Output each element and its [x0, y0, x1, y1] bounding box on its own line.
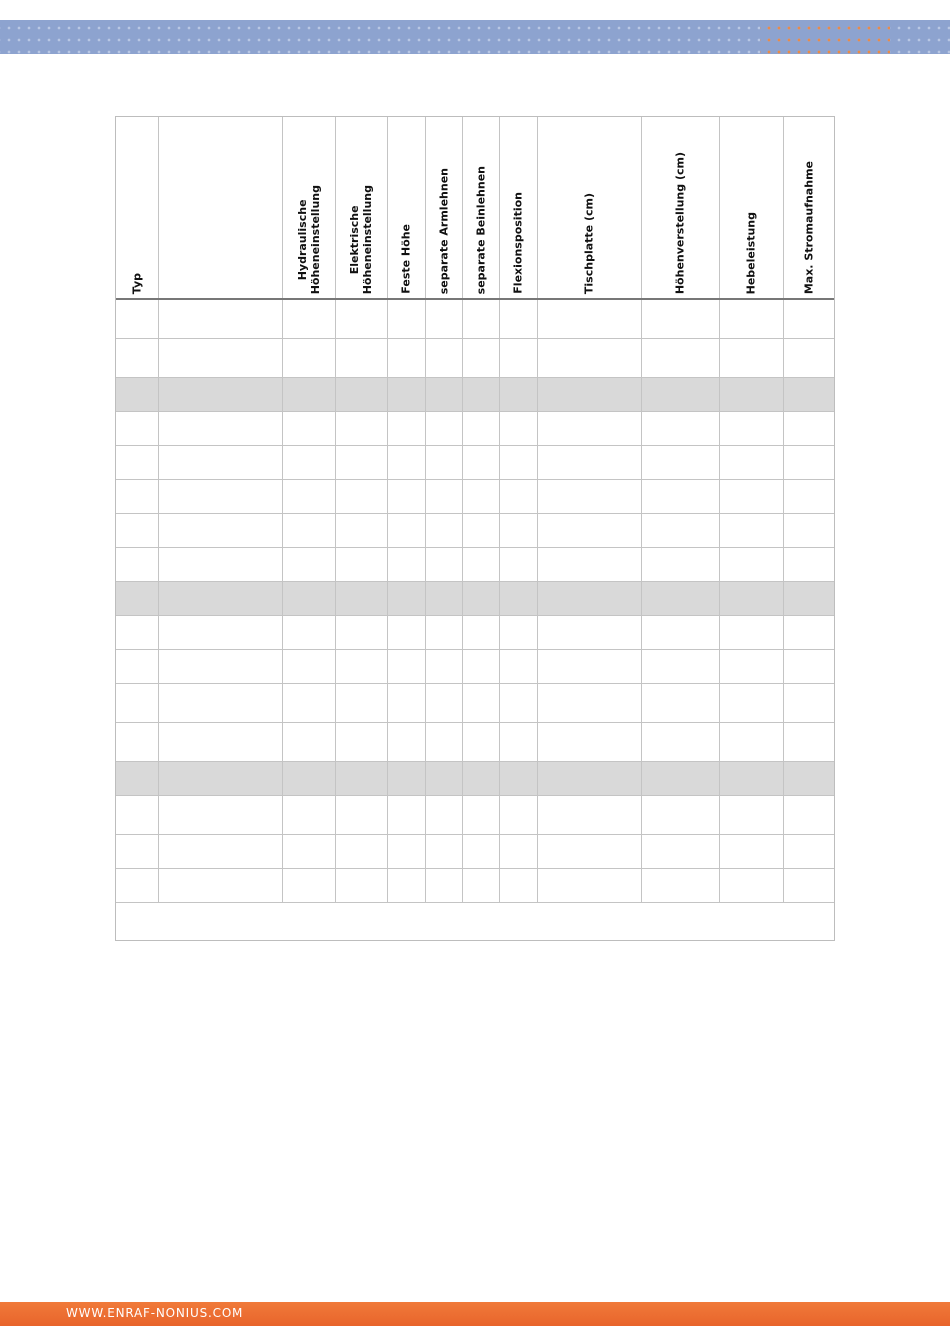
table-cell: [499, 650, 537, 684]
table-cell: [116, 796, 158, 835]
table-cell: [335, 548, 387, 582]
table-cell: [719, 514, 783, 548]
table-cell: [335, 299, 387, 339]
table-cell: [641, 378, 719, 412]
table-cell: [499, 762, 537, 796]
table-cell: [641, 869, 719, 903]
column-header-hydraulische-hoeheneinstellung: [282, 117, 335, 299]
table-cell: [387, 378, 425, 412]
table-cell: [282, 378, 335, 412]
table-cell: [158, 796, 282, 835]
table-cell: [783, 723, 834, 762]
table-cell: [719, 299, 783, 339]
table-cell: [537, 339, 641, 378]
table-cell: [641, 548, 719, 582]
column-label: Hebeleistung: [744, 211, 758, 294]
table-row: [116, 835, 834, 869]
table-cell: [335, 796, 387, 835]
table-cell: [462, 514, 499, 548]
table-cell: [462, 835, 499, 869]
table-cell: [462, 548, 499, 582]
column-label: Elektrische Höheneinstellung: [348, 184, 374, 294]
table-cell: [499, 869, 537, 903]
table-cell: [462, 378, 499, 412]
table-cell: [387, 299, 425, 339]
table-cell: [425, 480, 462, 514]
table-cell: [783, 616, 834, 650]
table-cell: [282, 446, 335, 480]
table-cell: [783, 582, 834, 616]
table-cell: [783, 762, 834, 796]
table-cell: [282, 796, 335, 835]
table-cell: [783, 684, 834, 723]
table-cell: [282, 412, 335, 446]
column-header-feste-hoehe: [387, 117, 425, 299]
table-cell: [641, 514, 719, 548]
table-cell: [335, 762, 387, 796]
table-section-row: [116, 762, 834, 796]
table-cell: [158, 378, 282, 412]
table-row: [116, 339, 834, 378]
table-cell: [116, 339, 158, 378]
table-cell: [158, 835, 282, 869]
table-cell: [387, 796, 425, 835]
table-cell: [335, 582, 387, 616]
table-cell: [387, 412, 425, 446]
table-cell: [499, 723, 537, 762]
table-cell: [425, 835, 462, 869]
column-label: Typ: [130, 272, 144, 294]
table-cell: [783, 412, 834, 446]
table-cell: [158, 339, 282, 378]
table-cell: [537, 723, 641, 762]
table-cell: [335, 869, 387, 903]
table-cell: [282, 835, 335, 869]
table-row: [116, 616, 834, 650]
table-cell: [537, 762, 641, 796]
table-cell: [425, 684, 462, 723]
table-cell: [335, 723, 387, 762]
table-cell: [783, 446, 834, 480]
table-cell: [425, 582, 462, 616]
table-section-row: [116, 378, 834, 412]
table-cell: [116, 762, 158, 796]
table-cell: [719, 446, 783, 480]
table-cell: [116, 684, 158, 723]
table-cell: [116, 723, 158, 762]
table-cell: [116, 446, 158, 480]
table-cell: [641, 480, 719, 514]
table-cell: [387, 446, 425, 480]
table-cell: [537, 650, 641, 684]
table-cell: [641, 446, 719, 480]
table-cell: [783, 299, 834, 339]
table-cell: [641, 835, 719, 869]
table-cell: [425, 299, 462, 339]
table-cell: [335, 650, 387, 684]
table-cell: [425, 650, 462, 684]
column-label: Flexionsposition: [511, 192, 525, 294]
table-cell: [158, 762, 282, 796]
table-cell: [462, 480, 499, 514]
table-cell: [335, 446, 387, 480]
table-cell: [719, 616, 783, 650]
table-cell: [116, 548, 158, 582]
table-row: [116, 796, 834, 835]
table-cell: [537, 446, 641, 480]
column-label: separate Armlehnen: [437, 167, 450, 294]
table-cell: [537, 548, 641, 582]
table-row: [116, 869, 834, 903]
table-cell: [462, 869, 499, 903]
table-cell: [462, 339, 499, 378]
table-cell: [462, 796, 499, 835]
table-cell: [116, 378, 158, 412]
table-cell: [425, 548, 462, 582]
table-cell: [719, 869, 783, 903]
table-cell: [499, 582, 537, 616]
table-cell: [282, 684, 335, 723]
table-cell: [335, 339, 387, 378]
table-cell: [783, 378, 834, 412]
top-band-orange-accent: [760, 20, 890, 54]
table-cell: [641, 412, 719, 446]
table-cell: [719, 835, 783, 869]
table-cell: [641, 684, 719, 723]
table-cell: [425, 378, 462, 412]
table-header-row: [116, 117, 834, 299]
table-cell: [537, 514, 641, 548]
table-cell: [158, 412, 282, 446]
table-cell: [116, 650, 158, 684]
table-cell: [719, 723, 783, 762]
table-cell: [425, 723, 462, 762]
table-cell: [158, 446, 282, 480]
table-cell: [462, 299, 499, 339]
column-header-typ: [116, 117, 158, 299]
table-cell: [282, 514, 335, 548]
table-cell: [387, 582, 425, 616]
column-label: Höhenverstellung (cm): [673, 151, 687, 294]
table-cell: [158, 514, 282, 548]
table-cell: [462, 723, 499, 762]
table-cell: [499, 339, 537, 378]
table-cell: [282, 548, 335, 582]
table-cell: [499, 548, 537, 582]
table-row: [116, 723, 834, 762]
column-header-name: [158, 117, 282, 299]
table-cell: [499, 684, 537, 723]
column-label: Hydraulische Höheneinstellung: [295, 184, 322, 294]
column-header-flexionsposition: [499, 117, 537, 299]
table-cell: [282, 339, 335, 378]
table-cell: [387, 616, 425, 650]
table-cell: [116, 480, 158, 514]
table-cell: [783, 650, 834, 684]
table-cell: [462, 412, 499, 446]
table-cell: [783, 548, 834, 582]
table-cell: [425, 412, 462, 446]
table-cell: [425, 616, 462, 650]
table-cell: [499, 480, 537, 514]
table-cell: [387, 684, 425, 723]
table-cell: [537, 378, 641, 412]
table-cell: [116, 299, 158, 339]
table-row: [116, 514, 834, 548]
table-row: [116, 446, 834, 480]
table-cell: [462, 582, 499, 616]
table-cell: [425, 446, 462, 480]
table-cell: [641, 650, 719, 684]
table-cell: [783, 835, 834, 869]
table-cell: [719, 796, 783, 835]
table-cell: [116, 582, 158, 616]
table-cell: [282, 650, 335, 684]
table-cell: [719, 548, 783, 582]
table-cell: [425, 339, 462, 378]
table-cell: [282, 723, 335, 762]
column-header-max-stromaufnahme: [783, 117, 834, 299]
table-cell: [719, 650, 783, 684]
top-decorative-band: [0, 20, 950, 54]
table-cell: [499, 835, 537, 869]
table-cell: [387, 869, 425, 903]
table-row: [116, 650, 834, 684]
table-cell: [783, 339, 834, 378]
table-cell: [641, 796, 719, 835]
table-cell: [335, 378, 387, 412]
table-cell: [158, 869, 282, 903]
table-cell: [537, 480, 641, 514]
table-cell: [641, 723, 719, 762]
table-cell: [282, 480, 335, 514]
table-cell: [537, 869, 641, 903]
table-row: [116, 480, 834, 514]
column-header-hoehenverstellung: [641, 117, 719, 299]
table-cell: [425, 796, 462, 835]
table-cell: [335, 835, 387, 869]
table-cell: [335, 616, 387, 650]
table-cell: [719, 582, 783, 616]
column-label: Tischplatte (cm): [582, 192, 596, 294]
table-cell: [158, 480, 282, 514]
table-cell: [158, 616, 282, 650]
column-header-separate-armlehnen: [425, 117, 462, 299]
table-cell: [499, 378, 537, 412]
table-cell: [537, 582, 641, 616]
table-cell: [387, 723, 425, 762]
table-cell: [335, 684, 387, 723]
table-section-row: [116, 582, 834, 616]
table-cell: [537, 796, 641, 835]
table-cell: [425, 869, 462, 903]
table-cell: [158, 723, 282, 762]
table-cell: [387, 480, 425, 514]
table-row: [116, 548, 834, 582]
table-cell: [537, 412, 641, 446]
table-cell: [158, 299, 282, 339]
table-cell: [783, 796, 834, 835]
table-cell: [282, 299, 335, 339]
table-cell: [116, 869, 158, 903]
table-cell: [641, 339, 719, 378]
table-cell: [387, 650, 425, 684]
table-cell: [116, 835, 158, 869]
column-label: separate Beinlehnen: [474, 165, 487, 294]
spec-table-frame: [115, 116, 835, 941]
table-cell: [537, 684, 641, 723]
table-cell: [719, 480, 783, 514]
table-cell: [719, 684, 783, 723]
table-cell: [335, 514, 387, 548]
column-label: Feste Höhe: [399, 224, 413, 294]
table-cell: [719, 378, 783, 412]
table-cell: [537, 835, 641, 869]
column-label: Max. Stromaufnahme: [802, 160, 816, 294]
footer-url[interactable]: WWW.ENRAF-NONIUS.COM: [66, 1306, 244, 1320]
table-cell: [462, 616, 499, 650]
table-cell: [282, 762, 335, 796]
table-cell: [783, 514, 834, 548]
table-cell: [282, 616, 335, 650]
table-cell: [158, 650, 282, 684]
column-header-hebeleistung: [719, 117, 783, 299]
table-footnote: [116, 903, 834, 937]
table-cell: [282, 869, 335, 903]
table-row: [116, 299, 834, 339]
table-cell: [158, 684, 282, 723]
table-cell: [537, 616, 641, 650]
table-cell: [462, 650, 499, 684]
table-cell: [499, 514, 537, 548]
table-cell: [641, 762, 719, 796]
table-row: [116, 684, 834, 723]
table-cell: [641, 582, 719, 616]
table-cell: [335, 412, 387, 446]
table-cell: [537, 299, 641, 339]
table-cell: [783, 480, 834, 514]
column-header-separate-beinlehnen: [462, 117, 499, 299]
table-cell: [641, 299, 719, 339]
table-cell: [387, 514, 425, 548]
table-cell: [116, 412, 158, 446]
table-cell: [158, 548, 282, 582]
table-cell: [425, 514, 462, 548]
table-cell: [719, 762, 783, 796]
table-cell: [462, 446, 499, 480]
column-header-tischplatte: [537, 117, 641, 299]
table-cell: [499, 412, 537, 446]
table-row: [116, 412, 834, 446]
table-cell: [641, 616, 719, 650]
table-cell: [387, 762, 425, 796]
table-cell: [425, 762, 462, 796]
table-cell: [499, 446, 537, 480]
table-cell: [783, 869, 834, 903]
table-cell: [158, 582, 282, 616]
table-cell: [719, 339, 783, 378]
column-header-elektrische-hoeheneinstellung: [335, 117, 387, 299]
table-cell: [387, 548, 425, 582]
table-cell: [387, 835, 425, 869]
footer-band: [0, 1302, 950, 1326]
table-cell: [282, 582, 335, 616]
table-cell: [499, 796, 537, 835]
table-cell: [335, 480, 387, 514]
table-cell: [499, 616, 537, 650]
table-cell: [387, 339, 425, 378]
table-cell: [462, 684, 499, 723]
spec-table: [116, 117, 834, 936]
table-cell: [116, 616, 158, 650]
table-cell: [462, 762, 499, 796]
table-cell: [719, 412, 783, 446]
table-cell: [499, 299, 537, 339]
table-footnote-row: [116, 903, 834, 937]
table-cell: [116, 514, 158, 548]
